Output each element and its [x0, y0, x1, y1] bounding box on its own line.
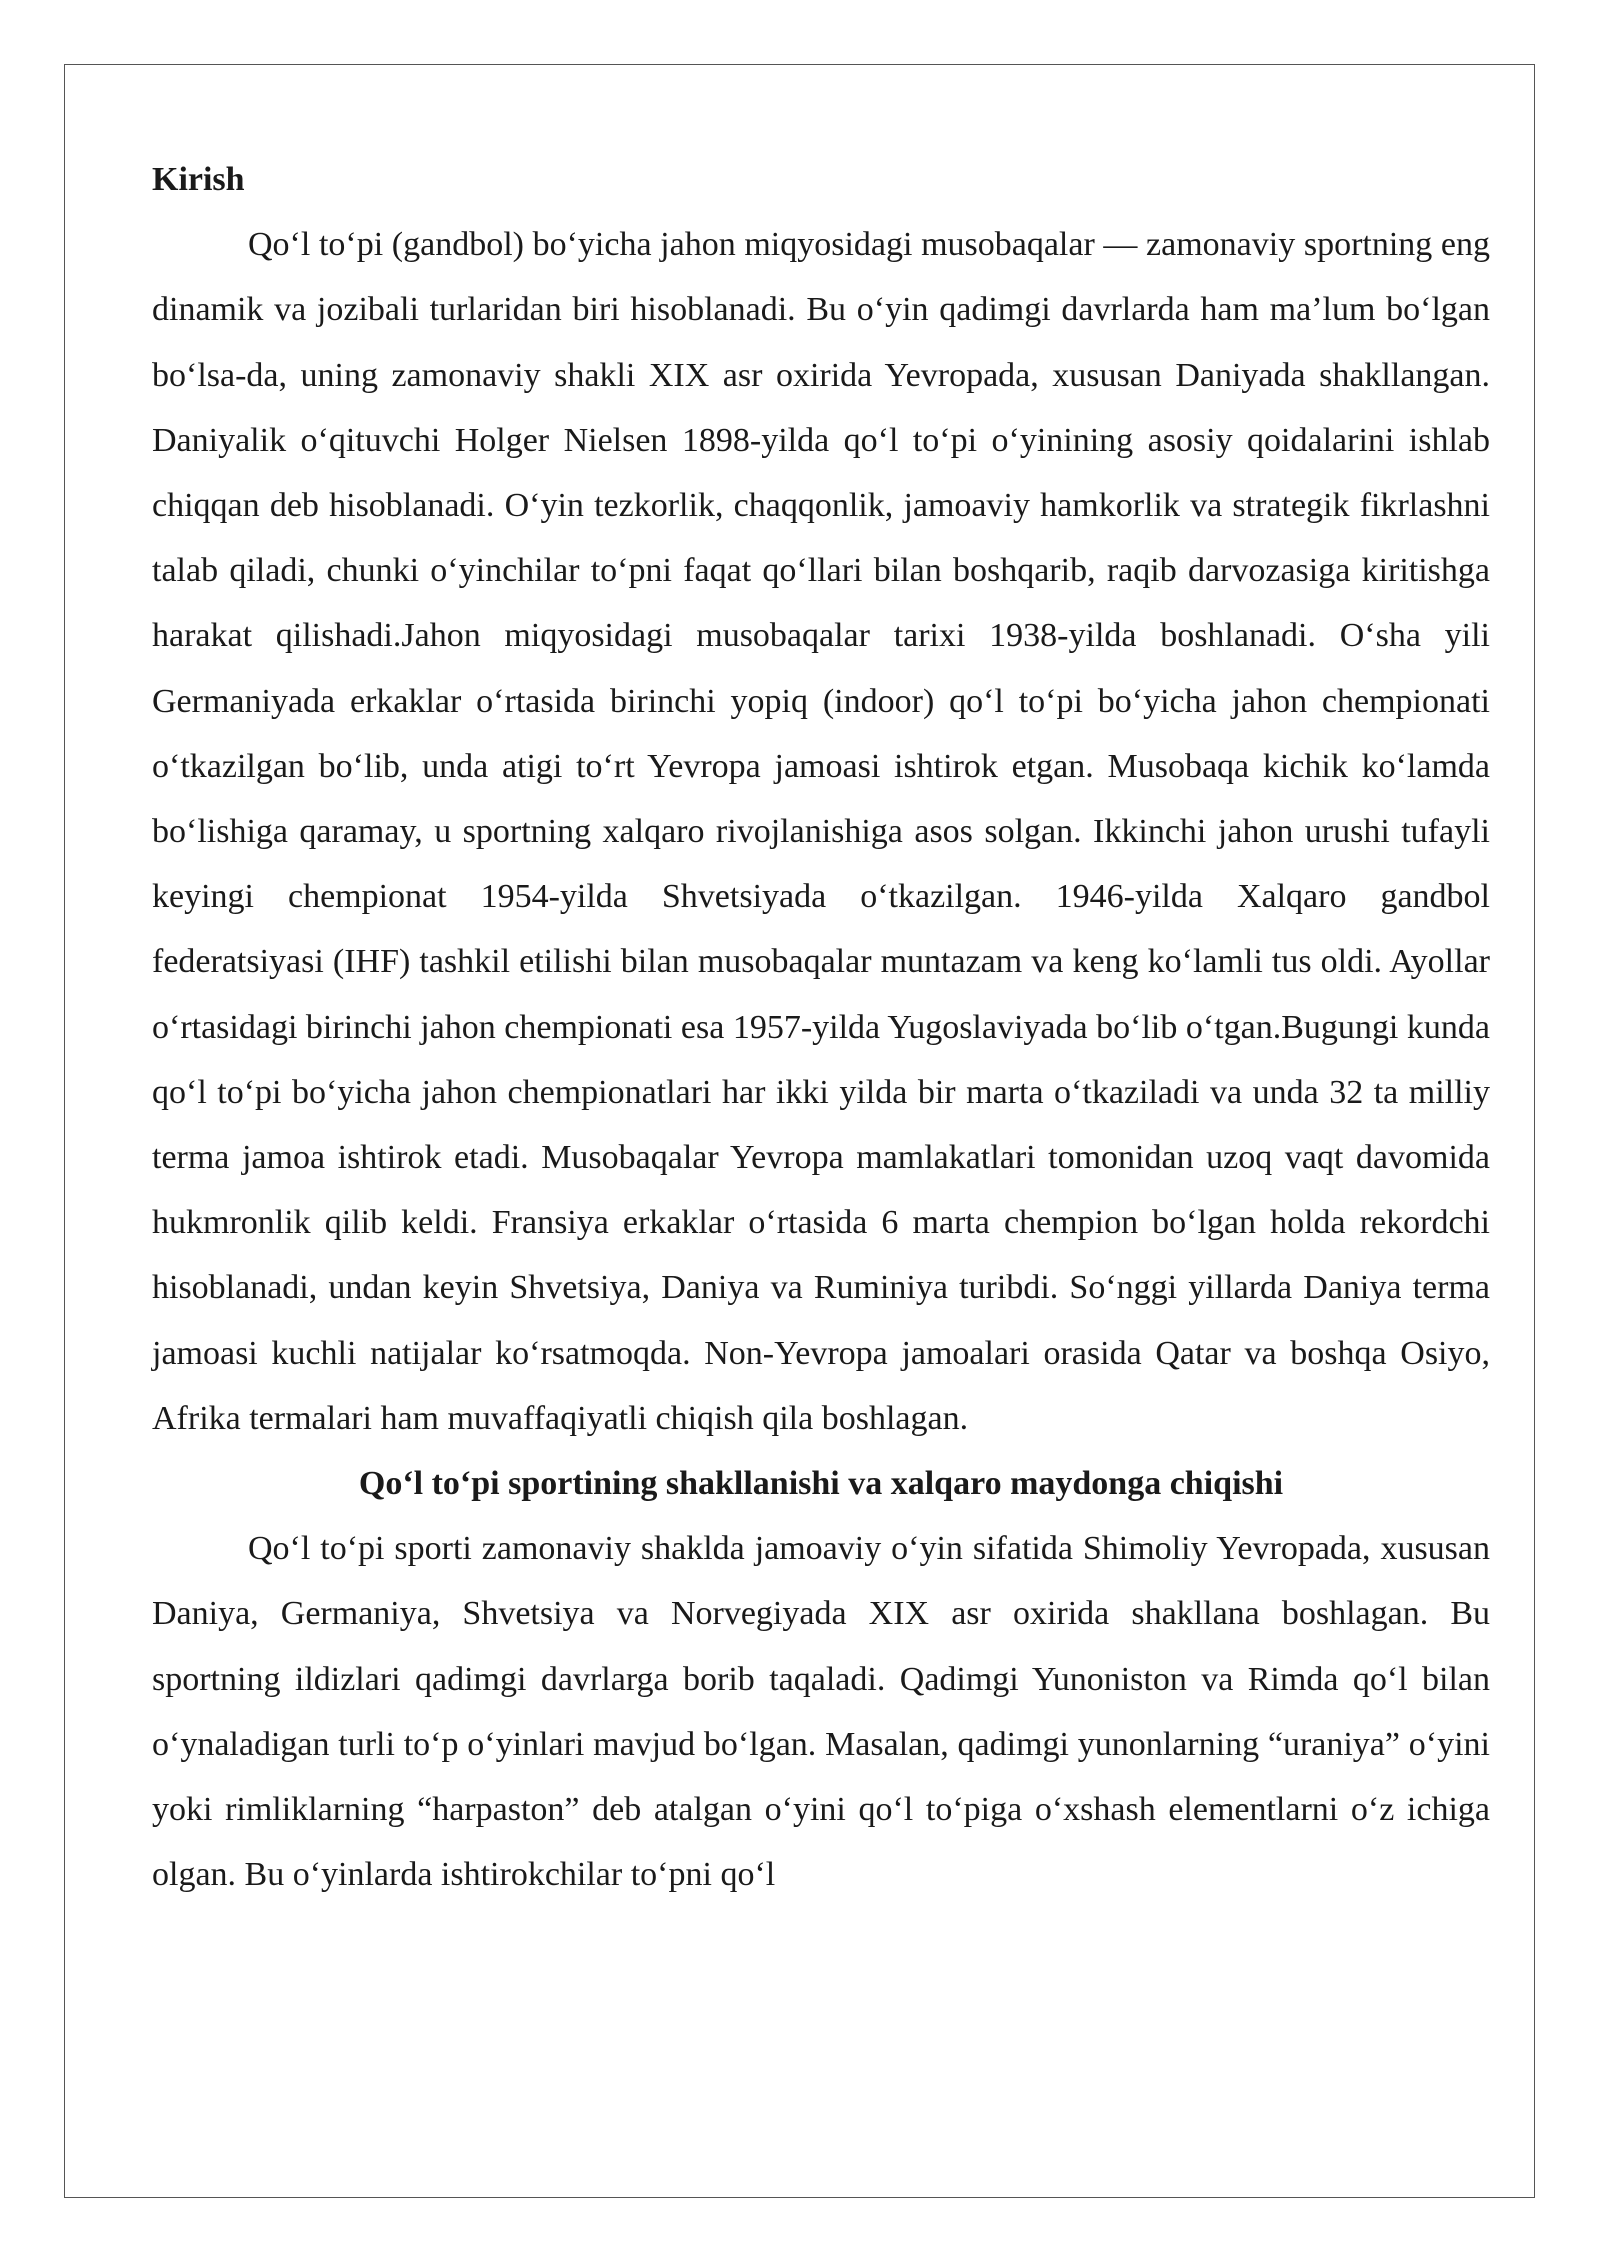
section-title: Qo‘l to‘pi sportining shakllanishi va xalqaro maydonga chiqishi: [358, 1465, 1284, 1503]
document-heading: Kirish: [152, 161, 245, 198]
intro-paragraph: Qo‘l to‘pi (gandbol) bo‘yicha jahon miqyosidagi musobaqalar — zamonaviy sportning eng dinamik va jozibali turlaridan biri hisoblanadi. Bu o‘yin qadimgi davrlarda ham ma’lum bo‘lgan bo‘lsa-da, uning zamonaviy shakli XIX asr oxirida Yevropada, xususan Daniyada shakllangan. Daniyalik o‘qituvchi Holger Nielsen 1898-yilda qo‘l to‘pi o‘yinining asosiy qoidalarini ishlab chiqqan deb hisoblanadi. O‘yin tezkorlik, chaqqonlik, jamoaviy hamkorlik va strategik fikrlashni talab qiladi, chunki o‘yinchilar to‘pni faqat qo‘llari bilan boshqarib, raqib darvozasiga kiritishga harakat qilishadi.Jahon miqyosidagi musobaqalar tarixi 1938-yilda boshlanadi. O‘sha yili Germaniyada erkaklar o‘rtasida birinchi yopiq (indoor) qo‘l to‘pi bo‘yicha jahon chempionati o‘tkazilgan bo‘lib, unda atigi to‘rt Yevropa jamoasi ishtirok etgan. Musobaqa kichik ko‘lamda bo‘lishiga qaramay, u sportning xalqaro rivojlanishiga asos solgan. Ikkinchi jahon urushi tufayli keyingi chempionat 1954-yilda Shvetsiyada o‘tkazilgan. 1946-yilda Xalqaro gandbol federatsiyasi (IHF) tashkil etilishi bilan musobaqalar muntazam va keng ko‘lamli tus oldi. Ayollar o‘rtasidagi birinchi jahon chempionati esa 1957-yilda Yugoslaviyada bo‘lib o‘tgan.Bugungi kunda qo‘l to‘pi bo‘yicha jahon chempionatlari har ikki yilda bir marta o‘tkaziladi va unda 32 ta milliy terma jamoa ishtirok etadi. Musobaqalar Yevropa mamlakatlari tomonidan uzoq vaqt davomida hukmronlik qilib keldi. Fransiya erkaklar o‘rtasida 6 marta chempion bo‘lgan holda rekordchi hisoblanadi, undan keyin Shvetsiya, Daniya va Ruminiya turibdi. So‘nggi yillarda Daniya terma jamoasi kuchli natijalar ko‘rsatmoqda. Non-Yevropa jamoalari orasida Qatar va boshqa Osiyo, Afrika termalari ham muvaffaqiyatli chiqish qila boshlagan.: [152, 226, 1490, 1437]
document-body: [152, 147, 1490, 1907]
section-paragraph: Qo‘l to‘pi sporti zamonaviy shaklda jamoaviy o‘yin sifatida Shimoliy Yevropada, xususan Daniya, Germaniya, Shvetsiya va Norvegiyada XIX asr oxirida shakllana boshlagan. Bu sportning ildizlari qadimgi davrlarga borib taqaladi. Qadimgi Yunoniston va Rimda qo‘l bilan o‘ynaladigan turli to‘p o‘yinlari mavjud bo‘lgan. Masalan, qadimgi yunonlarning “uraniya” o‘yini yoki rimliklarning “harpaston” deb atalgan o‘yini qo‘l to‘piga o‘xshash elementlarni o‘z ichiga olgan. Bu o‘yinlarda ishtirokchilar to‘pni qo‘l: [152, 1530, 1490, 1894]
